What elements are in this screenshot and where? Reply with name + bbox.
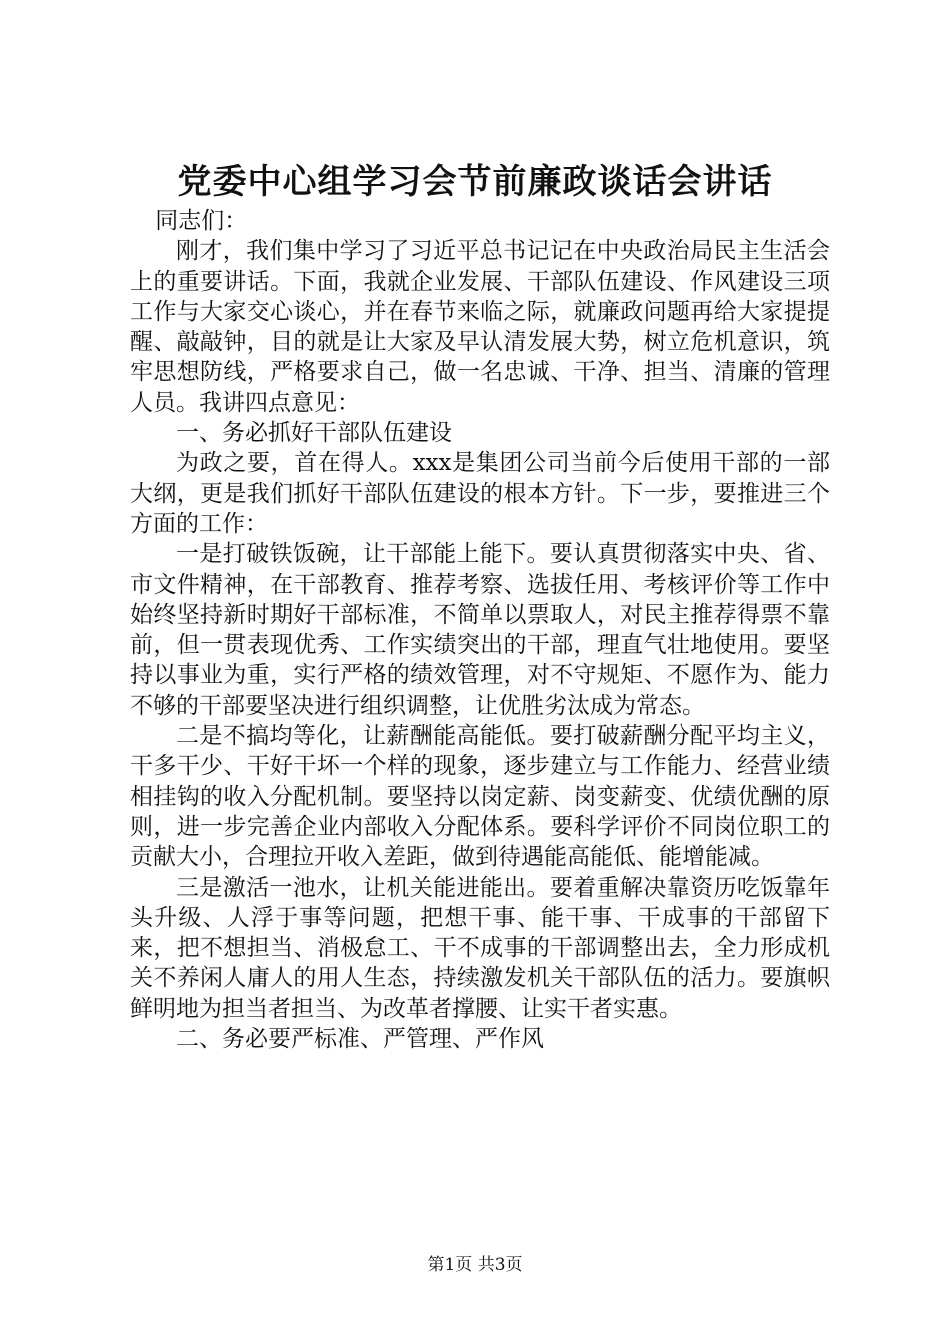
- paragraph-cadre-principle: 为政之要，首在得人。xxx是集团公司当前今后使用干部的一部大纲，更是我们抓好干部队伍建设的根本方针。下一步，要推进三个方面的工作：: [130, 450, 830, 537]
- document-body: [130, 206, 830, 1054]
- page-number: 第1页 共3页: [427, 1255, 523, 1275]
- section-heading-1: 一、务必抓好干部队伍建设: [176, 420, 452, 447]
- paragraph-point-one: 一是打破铁饭碗，让干部能上能下。要认真贯彻落实中央、省、市文件精神，在干部教育、推荐考察、选拔任用、考核评价等工作中始终坚持新时期好干部标准，不简单以票取人，对民主推荐得票不靠前，但一贯表现优秀、工作实绩突出的干部，理直气壮地使用。要坚持以事业为重，实行严格的绩效管理，对不守规矩、不愿作为、能力不够的干部要坚决进行组织调整，让优胜劣汰成为常态。: [130, 541, 830, 719]
- paragraph-point-three: 三是激活一池水，让机关能进能出。要着重解决靠资历吃饭靠年头升级、人浮于事等问题，把想干事、能干事、干成事的干部留下来，把不想担当、消极怠工、干不成事的干部调整出去，全力形成机关不养闲人庸人的用人生态，持续激发机关干部队伍的活力。要旗帜鲜明地为担当者担当、为改革者撑腰、让实干者实惠。: [130, 874, 830, 1022]
- paragraph-intro: 刚才，我们集中学习了习近平总书记记在中央政治局民主生活会上的重要讲话。下面，我就企业发展、干部队伍建设、作风建设三项工作与大家交心谈心，并在春节来临之际，就廉政问题再给大家提提醒、敲敲钟，目的就是让大家及早认清发展大势，树立危机意识，筑牢思想防线，严格要求自己，做一名忠诚、干净、担当、清廉的管理人员。我讲四点意见：: [130, 238, 830, 416]
- section-heading-2: 二、务必要严标准、严管理、严作风: [176, 1026, 544, 1053]
- document-title: 党委中心组学习会节前廉政谈话会讲话: [177, 162, 773, 202]
- greeting: 同志们：: [155, 208, 248, 234]
- paragraph-point-two: 二是不搞均等化，让薪酬能高能低。要打破薪酬分配平均主义，干多干少、干好干坏一个样的现象，逐步建立与工作能力、经营业绩相挂钩的收入分配机制。要坚持以岗定薪、岗变薪变、优绩优酬的原则，进一步完善企业内部收入分配体系。要科学评价不同岗位职工的贡献大小，合理拉开收入差距，做到待遇能高能低、能增能减。: [130, 723, 830, 871]
